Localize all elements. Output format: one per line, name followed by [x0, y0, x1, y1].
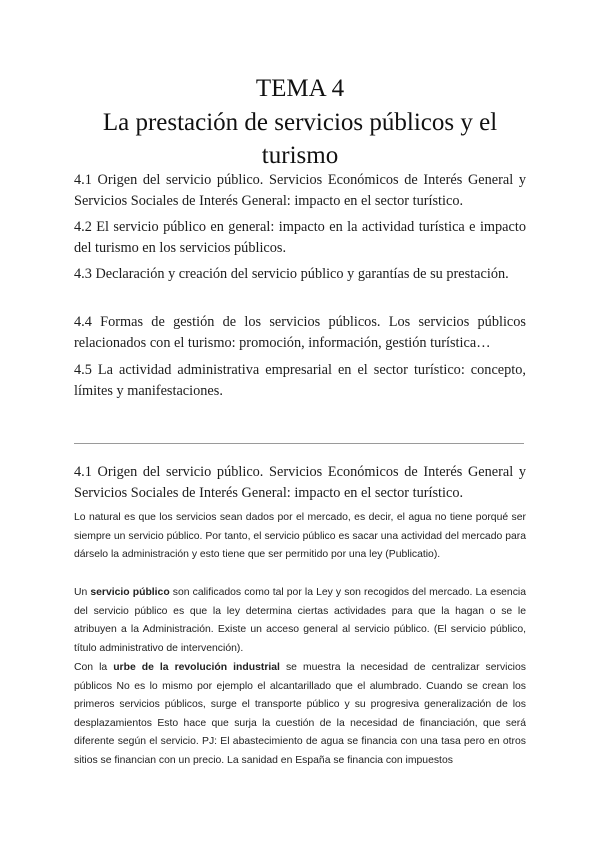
paragraph-2-lead: Un — [74, 587, 91, 598]
document-title: TEMA 4 — [255, 75, 345, 102]
paragraph-2-text: son calificados como tal por la Ley y son recogidos del mercado. La esencia del servicio público es que la ley determina ciertas actividades para que la hagan o se le atribuyen a la Administración. Existe un acceso general al servicio público. (El servicio público, título administrativo de intervención). — [74, 587, 526, 654]
toc-item-4-2: 4.2 El servicio público en general: impacto en la actividad turística e impacto del turismo en los servicios públicos. — [74, 219, 526, 256]
toc-item-4-1: 4.1 Origen del servicio público. Servicios Económicos de Interés General y Servicios Sociales de Interés General: impacto en el sector turístico. — [74, 172, 526, 209]
toc-item-4-3: 4.3 Declaración y creación del servicio público y garantías de su prestación. — [74, 266, 509, 282]
bold-term-servicio-publico: servicio público — [90, 587, 170, 598]
toc-item-4-4: 4.4 Formas de gestión de los servicios públicos. Los servicios públicos relacionados con el turismo: promoción, información, gestión turística… — [74, 314, 526, 351]
bold-term-urbe-revolucion-industrial: urbe de la revolución industrial — [113, 662, 280, 673]
section-heading: 4.1 Origen del servicio público. Servicios Económicos de Interés General y Servicios Sociales de Interés General: impacto en el sector turístico. — [74, 464, 526, 501]
paragraph-3-text: se muestra la necesidad de centralizar servicios públicos No es lo mismo por ejemplo el alcantarillado que el alumbrado. Cuando se crean los primeros servicios públicos, surge el transporte público y su progresiva generalización de los desplazamientos Esto hace que surja la cuestión de la necesidad de financiación, que será diferente según el servicio. PJ: El abastecimiento de agua se financia con una tasa pero en otros sitios se financian con un precio. La sanidad en España se financia con impuestos — [74, 662, 526, 766]
body-paragraph-3 — [74, 659, 526, 771]
document-subtitle-line-2: turismo — [261, 142, 339, 169]
horizontal-divider — [74, 443, 524, 444]
paragraph-3-lead: Con la — [74, 662, 114, 673]
body-paragraph-2 — [74, 584, 526, 658]
body-paragraph-1: Lo natural es que los servicios sean dados por el mercado, es decir, el agua no tiene porqué ser siempre un servicio público. Por tanto, el servicio público es sacar una actividad del mercado para dárselo la administración y esto tiene que ser permitido por una ley (Publicatio). — [74, 512, 526, 560]
document-subtitle-line-1: La prestación de servicios públicos y el — [102, 109, 498, 136]
toc-item-4-5: 4.5 La actividad administrativa empresarial en el sector turístico: concepto, límites y manifestaciones. — [74, 362, 526, 399]
